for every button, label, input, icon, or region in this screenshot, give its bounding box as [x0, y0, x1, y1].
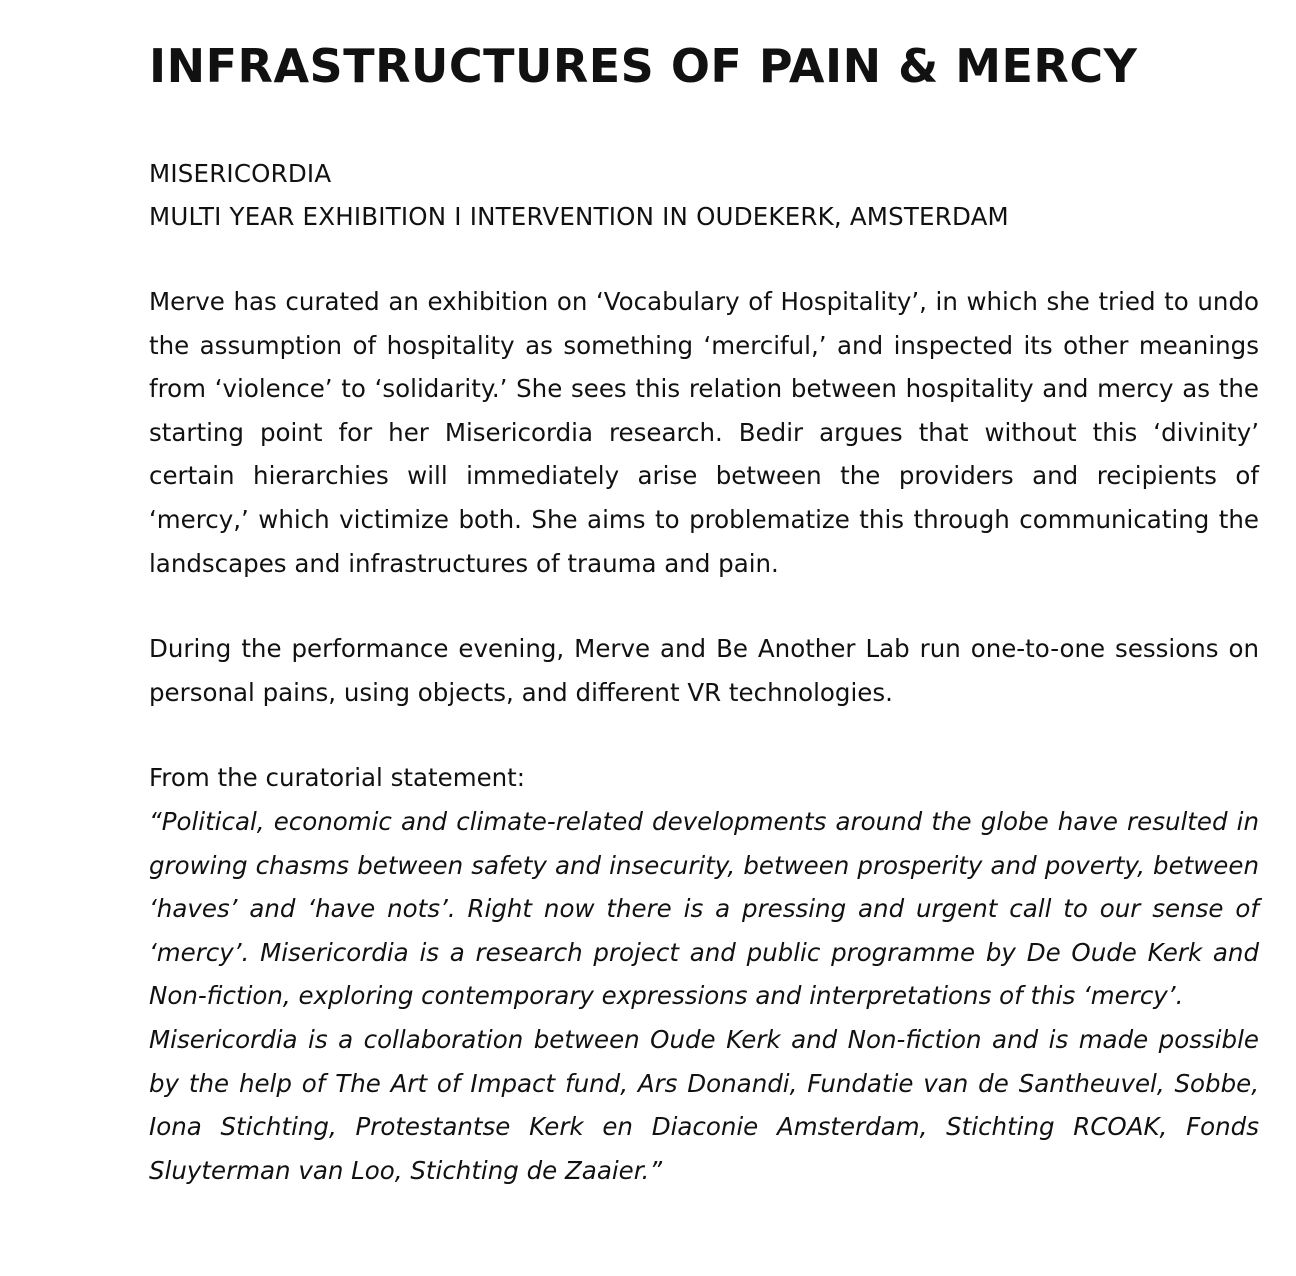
- subtitle-project: MISERICORDIA: [149, 159, 332, 188]
- subtitle-exhibition: MULTI YEAR EXHIBITION I INTERVENTION IN OUDEKERK, AMSTERDAM: [149, 202, 1009, 231]
- document-page: [149, 34, 1259, 1192]
- statement-intro: From the curatorial statement:: [149, 763, 526, 793]
- statement-collaboration: Misericordia is a collaboration between Oude Kerk and Non-fiction and is made possible by the help of The Art of Impact fund, Ars Donandi, Fundatie van de Santheuvel, Sobbe, Iona Stichting, Protestantse Kerk en Diaconie Amsterdam, Stichting RCOAK, Fonds Sluyterman van Loo, Stichting de Zaaier.”: [149, 1024, 1259, 1185]
- paragraph-intro: Merve has curated an exhibition on ‘Vocabulary of Hospitality’, in which she tried to undo the assumption of hospitality as something ‘merciful,’ and inspected its other meanings from ‘violence’ to ‘solidarity.’ She sees this relation between hospitality and mercy as the starting point for her Misericordia research. Bedir argues that without this ‘divinity’ certain hierarchies will immediately arise between the providers and recipients of ‘mercy,’ which victimize both. She aims to problematize this through communicating the landscapes and infrastructures of trauma and pain.: [149, 287, 1259, 578]
- paragraph-performance: During the performance evening, Merve and Be Another Lab run one-to-one sessions on personal pains, using objects, and different VR technologies.: [149, 634, 1259, 707]
- subtitle-block: [149, 152, 1259, 238]
- curatorial-statement: [149, 756, 1259, 1192]
- page-title: INFRASTRUCTURES OF PAIN & MERCY: [149, 39, 1138, 93]
- statement-quote: “Political, economic and climate-related developments around the globe have resulted in growing chasms between safety and insecurity, between prosperity and poverty, between ‘haves’ and ‘have nots’. Right now there is a pressing and urgent call to our sense of ‘mercy’. Misericordia is a research project and public programme by De Oude Kerk and Non-fiction, exploring contemporary expressions and interpretations of this ‘mercy’.: [149, 806, 1259, 1011]
